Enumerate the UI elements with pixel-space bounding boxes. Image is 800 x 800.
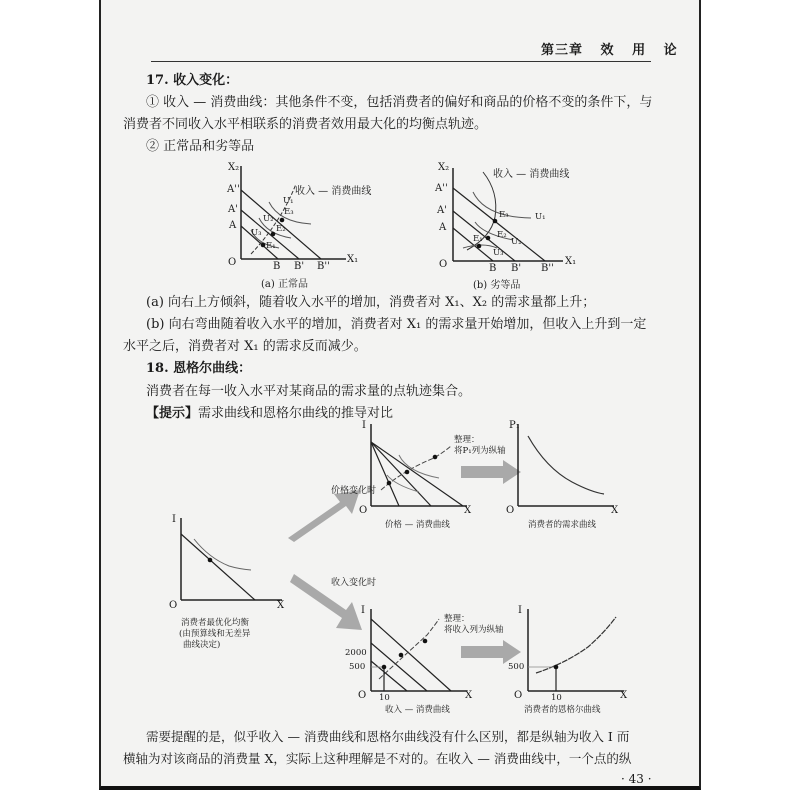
tick-label: A'' [227, 184, 240, 195]
tip-label: 【提示】 [146, 406, 199, 421]
indifference-diagram-b [423, 162, 593, 287]
utility-label: U₃ [251, 228, 262, 238]
demand-curve-plot [506, 420, 621, 510]
chart-caption: 消费者的恩格尔曲线 [524, 705, 601, 715]
point-label: E₃ [499, 210, 509, 220]
utility-label: U₂ [263, 214, 274, 224]
tick-label: 500 [349, 662, 366, 672]
tick-label: A' [437, 205, 447, 216]
section-17-heading: 17. 收入变化： [146, 73, 239, 88]
tick-label: 10 [379, 693, 390, 703]
paragraph-line: ① 收入 — 消费曲线：其他条件不变，包括消费者的偏好和商品的价格不变的条件下，与 [146, 95, 653, 110]
paragraph-line: 消费者不同收入水平相联系的消费者效用最大化的均衡点轨迹。 [123, 117, 488, 132]
page-number: · 43 · [621, 772, 652, 786]
utility-label: U₁ [283, 196, 294, 206]
utility-label: U₁ [535, 212, 546, 222]
paragraph-line: 消费者在每一收入水平对某商品的需求量的点轨迹集合。 [146, 384, 472, 399]
point-label: E₁ [266, 241, 276, 251]
book-page [99, 0, 701, 790]
axis-label: I [172, 514, 176, 525]
axis-label: X [464, 505, 472, 516]
arrow-label: 将P₁列为纵轴 [454, 446, 506, 456]
chart-caption: 消费者最优化均衡 [181, 618, 250, 628]
tick-label: B' [294, 261, 305, 272]
chart-caption: 曲线决定) [183, 640, 221, 650]
tick-label: B'' [541, 263, 554, 274]
header-rule [151, 61, 651, 62]
utility-label: U₃ [493, 248, 504, 258]
chart-caption: 收入 — 消费曲线 [385, 705, 450, 715]
axis-label: X₁ [565, 256, 577, 267]
paragraph-line: 水平之后，消费者对 X₁ 的需求反而减少。 [123, 339, 367, 354]
paragraph-line: (b) 向右弯曲随着收入水平的增加，消费者对 X₁ 的需求量开始增加，但收入上升到一定 [146, 317, 647, 332]
paragraph-line: (a) 向右上方倾斜，随着收入水平的增加，消费者对 X₁、X₂ 的需求量都上升； [146, 295, 596, 310]
base-optimum-chart [169, 514, 289, 654]
origin-label: O [228, 257, 237, 268]
origin-label: O [514, 690, 523, 701]
point-label: E₂ [276, 224, 286, 234]
figure-caption: (b) 劣等品 [473, 280, 521, 291]
origin-label: O [359, 505, 368, 516]
tick-label: A [229, 220, 237, 231]
arrow-label: 收入变化时 [331, 578, 377, 588]
tick-label: 2000 [345, 648, 367, 658]
figure-caption: (a) 正常品 [261, 279, 308, 290]
arrow-label: 价格变化时 [331, 486, 377, 496]
section-18-heading: 18. 恩格尔曲线： [146, 361, 252, 376]
chapter-title-char: 效 [600, 43, 615, 58]
demand-curve-chart [506, 420, 626, 535]
chapter-title-char: 论 [663, 43, 678, 58]
running-header [541, 39, 678, 58]
axis-label: X [620, 690, 628, 701]
origin-label: O [169, 600, 178, 611]
point-label: E₂ [497, 230, 507, 240]
chapter-title-char: 用 [632, 43, 647, 58]
tick-label: B' [511, 263, 522, 274]
chart-caption: 消费者的需求曲线 [528, 520, 597, 530]
tick-label: A'' [435, 183, 448, 194]
axis-label: X₁ [347, 254, 359, 265]
tick-label: A [439, 222, 447, 233]
utility-label: U₂ [511, 237, 522, 247]
tick-label: 10 [551, 693, 562, 703]
tip-text: 需求曲线和恩格尔曲线的推导对比 [198, 406, 394, 421]
origin-label: O [358, 690, 367, 701]
price-consumption-plot [359, 420, 474, 510]
axis-label: I [362, 420, 366, 431]
paragraph-line: ② 正常品和劣等品 [146, 139, 255, 154]
optimum-plot [169, 514, 289, 614]
point-label: E₁ [473, 234, 483, 244]
tick-label: B'' [317, 261, 330, 272]
axis-label: X [277, 600, 285, 611]
chart-caption: 价格 — 消费曲线 [385, 520, 450, 530]
chart-caption: (由预算线和无差异 [179, 629, 251, 639]
paragraph-line: 需要提醒的是，似乎收入 — 消费曲线和恩格尔曲线没有什么区别，都是纵轴为收入 I 而 [146, 729, 630, 744]
axis-label: X₂ [438, 162, 450, 173]
engel-curve-plot [506, 605, 636, 695]
tip-line [146, 403, 393, 425]
arrow-label: 将收入列为纵轴 [444, 625, 504, 635]
curve-label: 收入 — 消费曲线 [493, 169, 570, 180]
point-label: E₃ [284, 207, 294, 217]
tick-label: B [273, 261, 281, 272]
axis-label: X [611, 505, 619, 516]
axis-label: I [518, 605, 522, 616]
axis-label: P₁ [509, 420, 520, 431]
figure-inferior-goods [423, 162, 593, 291]
origin-label: O [439, 259, 448, 270]
paragraph-line: 横轴为对该商品的消费量 X，实际上这种理解是不对的。在收入 — 消费曲线中，一个点的纵 [123, 751, 632, 766]
chapter-label: 第三章 [541, 43, 584, 58]
arrow-label: 整理： [454, 435, 480, 445]
tick-label: 500 [508, 662, 525, 672]
tick-label: A' [228, 204, 238, 215]
curve-label: 收入 — 消费曲线 [295, 186, 372, 197]
arrow-label: 整理： [444, 614, 470, 624]
figure-normal-goods [221, 162, 381, 290]
engel-curve-chart [506, 605, 636, 720]
origin-label: O [506, 505, 515, 516]
axis-label: X₂ [228, 162, 240, 173]
axis-label: X [465, 690, 473, 701]
tick-label: B [489, 263, 497, 274]
axis-label: I [361, 605, 365, 616]
